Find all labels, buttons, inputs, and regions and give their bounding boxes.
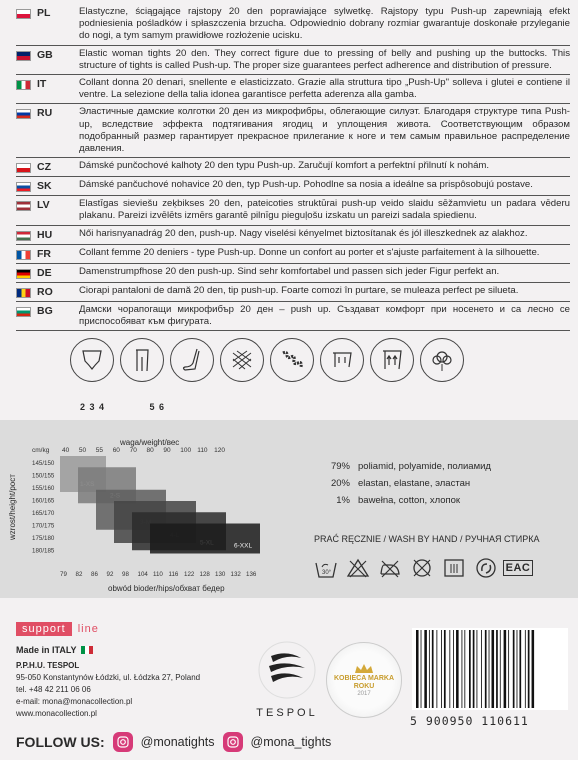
height-tick: 150/155 (32, 472, 55, 480)
height-tick: 180/185 (32, 547, 55, 555)
barcode-bar (453, 630, 454, 708)
barcode-bar (513, 630, 515, 708)
lang-code: DE (37, 266, 52, 279)
composition-material: poliamid, polyamide, полиамид (358, 461, 491, 472)
spring-elastic-icon (270, 338, 314, 382)
height-tick: 145/150 (32, 460, 55, 467)
brand-of-year-medal (326, 642, 402, 718)
cotton-flower-icon (420, 338, 464, 382)
lang-text: Эластичные дамские колготки 20 ден из микрофибры, облегающие силуэт. Благодаря структуре типа Push-up, вследствие эффекта подтягивания ягодиц и уплощения живота. Соответствующим образом подобранный размер гарантирует прекрасное прилегание к ноге и тем самым правильное распределение давления. (79, 106, 570, 155)
lang-row (0, 160, 578, 174)
support-line-logo (16, 622, 99, 636)
flag-icon (16, 250, 31, 260)
push-up-hips-icon (320, 338, 364, 382)
hip-tick: 122 (184, 571, 195, 578)
weight-tick: 40 (62, 447, 70, 454)
barcode-bar (517, 630, 518, 708)
lang-code: FR (37, 247, 51, 260)
care-icons (314, 556, 530, 580)
flag-icon (16, 51, 31, 61)
tights-front-icon (120, 338, 164, 382)
lang-code: GB (37, 48, 53, 61)
hip-tick: 116 (168, 571, 179, 578)
no-bleach-icon (346, 556, 370, 580)
barcode-bar (504, 630, 507, 708)
barcode-bar (508, 630, 509, 708)
barcode-bar (500, 630, 501, 708)
weight-tick: 90 (163, 447, 171, 454)
lang-text: Elastic woman tights 20 den. They correct figure due to pressing of belly and pushing up the buttocks. This structure of tights is called Push-up. The proper size guarantees perfect adherence and distribution of pressure. (79, 47, 570, 71)
barcode-bar (462, 630, 463, 708)
lang-code: LV (37, 199, 50, 212)
weight-tick: 80 (146, 447, 154, 454)
barcode-bar (519, 630, 521, 708)
company-email[interactable]: e-mail: mona@monacollection.pl (16, 697, 133, 706)
italy-flag-icon (81, 646, 93, 654)
lang-row (0, 304, 578, 328)
instagram-icon[interactable] (113, 732, 133, 752)
flag-icon (16, 231, 31, 241)
barcode-bar (416, 630, 419, 708)
mesh-fabric-icon (220, 338, 264, 382)
company-web[interactable]: www.monacollection.pl (16, 709, 97, 718)
divider (16, 103, 570, 104)
lang-text: Damenstrumpfhose 20 den push-up. Sind sehr komfortabel und passen sich jeder Figur perfekt an. (79, 265, 500, 277)
tespol-name: TESPOL (256, 707, 318, 719)
barcode-image (412, 628, 568, 710)
composition-percent: 20% (330, 478, 350, 489)
barcode-bar (421, 630, 422, 708)
lang-text: Collant donna 20 denari, snellente e elasticizzato. Grazie alla struttura tipo „Push-Up" solleva i glutei e contiene il ventre. La selezione della talia idonea garantisce perfetta aderenza alla gamba. (79, 77, 570, 101)
tespol-wave-icon (257, 640, 317, 700)
barcode-bar (429, 630, 430, 708)
barcode-bar (444, 630, 446, 708)
weight-tick: 100 (180, 447, 192, 454)
lang-text: Női harisnyanadrág 20 den, push-up. Nagy viselési kényelmet biztosítanak és jól illeszkednek az alakhoz. (79, 227, 528, 239)
no-dry-clean-icon (410, 556, 434, 580)
hip-tick: 86 (91, 571, 98, 578)
lang-row (0, 198, 578, 222)
lang-code: CZ (37, 161, 51, 174)
hip-tick: 82 (75, 571, 83, 578)
weight-tick: 70 (129, 447, 137, 454)
composition-material: elastan, elastane, эластан (358, 478, 471, 489)
tespol-logo (254, 640, 320, 719)
hip-tick: 130 (215, 571, 226, 578)
crown-icon (353, 663, 375, 675)
composition-row (314, 458, 491, 475)
barcode-bar (469, 630, 471, 708)
height-tick: 160/165 (32, 497, 55, 505)
eac-mark-icon: EAC (506, 556, 530, 580)
composition-percent: 1% (336, 495, 350, 506)
lang-row (0, 266, 578, 280)
medal-line1: KOBIECA MARKA (333, 675, 395, 682)
barcode-bar (424, 630, 427, 708)
icon-labels-a: 2 3 4 (80, 402, 106, 412)
wash-title: PRAĆ RĘCZNIE / WASH BY HAND / РУЧНАЯ СТИРКА (314, 534, 540, 544)
company-street: 95-050 Konstantynów Łódzki, ul. Łódzka 27, Poland (16, 673, 201, 682)
divider (16, 176, 570, 177)
divider (16, 225, 570, 226)
barcode-bar (441, 630, 442, 708)
weight-tick: 110 (197, 447, 208, 454)
handle-instagram[interactable]: @monatights (140, 735, 215, 749)
hip-tick: 110 (153, 571, 163, 578)
barcode-bar (436, 630, 437, 708)
hip-tick: 128 (199, 571, 210, 578)
weight-tick: 120 (214, 447, 225, 454)
barcode-bar (485, 630, 487, 708)
composition-row (314, 475, 491, 492)
divider (16, 157, 570, 158)
barcode-bar (496, 630, 498, 708)
language-list (0, 6, 578, 333)
size-chart (8, 432, 278, 582)
composition-row (314, 492, 491, 509)
divider (16, 301, 570, 302)
instagram-icon-2[interactable] (223, 732, 243, 752)
weight-tick: 50 (78, 447, 87, 454)
lang-code: SK (37, 180, 52, 193)
barcode-bar (449, 630, 450, 708)
lang-code: BG (37, 304, 53, 317)
height-tick: 170/175 (32, 522, 55, 530)
barcode-bar (481, 630, 482, 708)
divider (16, 45, 570, 46)
recycle-icon (474, 556, 498, 580)
hip-tick: 98 (122, 571, 129, 578)
lang-text: Ciorapi pantaloni de damă 20 den, tip push-up. Foarte comozi în purtare, se muleaza perfect pe silueta. (79, 284, 519, 296)
flag-icon (16, 163, 31, 173)
hip-tick: 79 (60, 571, 67, 578)
barcode-bar (532, 630, 535, 708)
company-phone: tel. +48 42 211 06 06 (16, 685, 91, 694)
leg-foot-icon (170, 338, 214, 382)
dry-flat-icon (442, 556, 466, 580)
weight-tick: 60 (112, 447, 120, 454)
lang-text: Collant femme 20 deniers - type Push-up. Donne un confort au porter et s'ajuste parfaitement à la silhouette. (79, 246, 540, 258)
icon-number-labels (80, 402, 165, 412)
made-in: Made in ITALY (16, 645, 93, 655)
divider (16, 195, 570, 196)
support-box: support (16, 622, 72, 636)
composition-list (314, 458, 491, 509)
size-chart-corner: cm/kg (32, 447, 50, 454)
divider (16, 74, 570, 75)
barcode-bar (477, 630, 478, 708)
lang-text: Elastīgas sieviešu zeķbikses 20 den, pateicoties struktūrai push-up veido slaidu sēžamvietu un padara vēderu plakanu. Pareizi izvēlēts izmērs garantē pilnīgu pieguļošu izskatu un pareizi sadala spiedienu. (79, 198, 570, 222)
divider (16, 263, 570, 264)
flag-icon (16, 182, 31, 192)
flag-icon (16, 269, 31, 279)
height-tick: 155/160 (32, 485, 55, 492)
barcode-bar (492, 630, 495, 708)
flag-icon (16, 109, 31, 119)
feature-icons (70, 338, 464, 382)
company-address (16, 660, 200, 720)
flag-icon (16, 9, 31, 19)
size-chart-y-label: wzrost/height/рост (8, 474, 17, 540)
lang-row (0, 106, 578, 155)
lang-text: Дамски чорапогащи микрофибър 20 ден – push up. Създават комфорт при носенето и са лесно се приспособяват към фигурата. (79, 303, 570, 327)
height-tick: 175/180 (32, 535, 55, 542)
lang-text: Dámské punčochové kalhoty 20 den typu Push-up. Zaručují komfort a perfektní přilnutí k nohám. (79, 160, 490, 172)
lang-row (0, 228, 578, 242)
composition-percent: 79% (330, 461, 350, 472)
size-label: 6-XXL (234, 542, 253, 550)
icon-labels-b: 5 6 (149, 402, 166, 412)
barcode-bar (525, 630, 526, 708)
barcode-bar (528, 630, 530, 708)
company-name: P.P.H.U. TESPOL (16, 661, 80, 670)
lang-row (0, 179, 578, 193)
medal-line2: ROKU (353, 683, 375, 690)
barcode-number: 5 900950 110611 (410, 714, 529, 728)
size-chart-title: waga/weight/вес (120, 438, 180, 447)
lang-code: IT (37, 78, 47, 91)
lang-row (0, 6, 578, 43)
lang-row (0, 77, 578, 101)
lift-arrows-icon (370, 338, 414, 382)
barcode-bar (464, 630, 465, 708)
flag-icon (16, 201, 31, 211)
hip-tick: 132 (230, 571, 241, 578)
hand-wash-icon (314, 556, 338, 580)
lang-text: Elastyczne, ściągające rajstopy 20 den poprawiające sylwetkę. Rajstopy typu Push-up zapewniają efekt podniesienia pośladków i spłaszczenia brzucha. Odpowiednio dobrany rozmiar gwarantuje doskonałe przyleganie do nogi, a tym samym prawidłowe rozłożenie ucisku. (79, 6, 570, 42)
wash-temp: 30° (322, 570, 332, 576)
lang-code: PL (37, 7, 51, 19)
weight-tick: 55 (95, 447, 104, 454)
composition-material: bawełna, cotton, хлопок (358, 495, 461, 506)
hip-tick: 136 (246, 571, 257, 578)
no-iron-icon (378, 556, 402, 580)
lang-code: RO (37, 285, 53, 298)
flag-icon (16, 80, 31, 90)
size-chart-x-label: obwód bioder/hips/обхват бедер (108, 584, 225, 593)
barcode-bar (473, 630, 475, 708)
lang-code: HU (37, 228, 53, 241)
lang-row (0, 285, 578, 299)
follow-label: FOLLOW US: (16, 734, 105, 750)
barcode-bar (489, 630, 490, 708)
hip-tick: 104 (137, 571, 148, 578)
lang-row (0, 48, 578, 72)
briefs-shape-icon (70, 338, 114, 382)
barcode-bar (456, 630, 459, 708)
lang-text: Dámské pančuchové nohavice 20 den, typ Push-up. Pohodlne sa nosia a ideálne sa prispôsobujú postave. (79, 179, 533, 191)
barcode-bar (432, 630, 434, 708)
handle-instagram-2[interactable]: @mona_tights (250, 735, 332, 749)
divider (16, 282, 570, 283)
support-line-text: line (77, 623, 99, 635)
divider (16, 330, 570, 331)
flag-icon (16, 307, 31, 317)
hip-tick: 92 (106, 571, 114, 578)
follow-us (16, 732, 331, 752)
lang-code: RU (37, 107, 53, 120)
height-tick: 165/170 (32, 510, 55, 517)
lang-row (0, 247, 578, 261)
divider (16, 244, 570, 245)
flag-icon (16, 288, 31, 298)
medal-year: 2017 (357, 691, 371, 697)
